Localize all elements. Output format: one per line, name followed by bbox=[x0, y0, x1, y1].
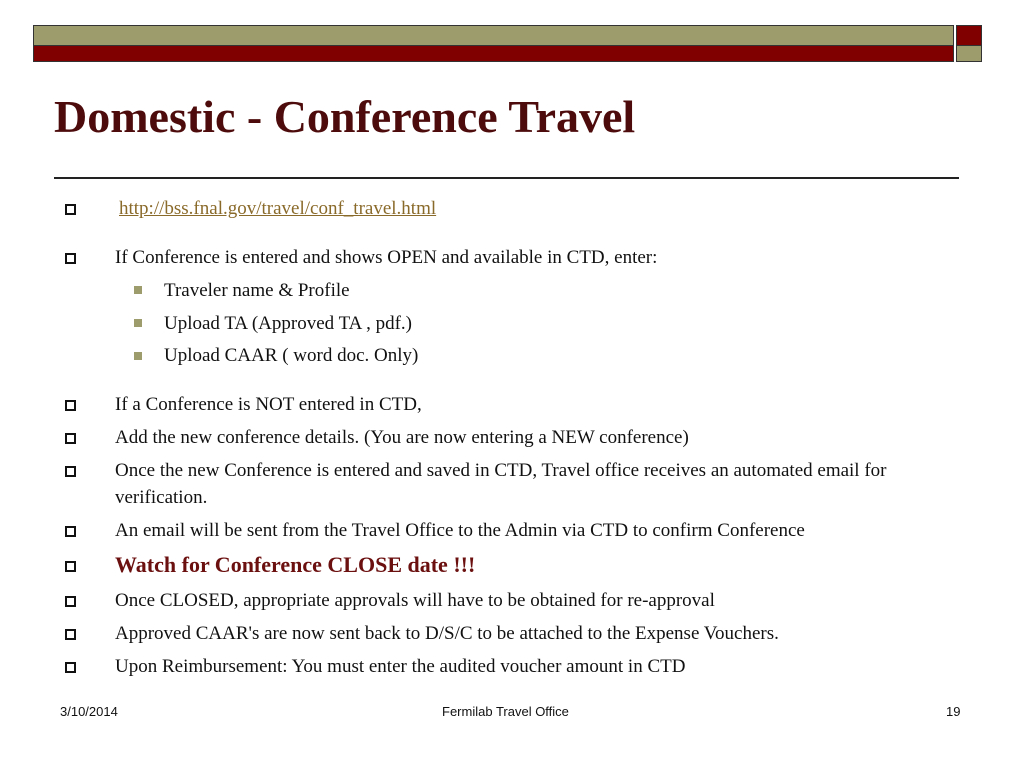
conference-travel-link[interactable]: http://bss.fnal.gov/travel/conf_travel.html bbox=[119, 198, 437, 219]
hollow-square-bullet-icon bbox=[65, 561, 76, 572]
list-item: An email will be sent from the Travel Office to the Admin via CTD to confirm Conference bbox=[115, 520, 805, 541]
hollow-square-bullet-icon bbox=[65, 526, 76, 537]
header-decoration bbox=[33, 25, 982, 62]
list-item: If Conference is entered and shows OPEN and available in CTD, enter: bbox=[115, 247, 658, 268]
list-item: Approved CAAR's are now sent back to D/S/C to be attached to the Expense Vouchers. bbox=[115, 623, 779, 644]
list-item: If a Conference is NOT entered in CTD, bbox=[115, 394, 422, 415]
title-divider bbox=[54, 177, 959, 179]
filled-square-bullet-icon bbox=[134, 352, 142, 360]
list-item-link bbox=[119, 195, 979, 222]
hollow-square-bullet-icon bbox=[65, 629, 76, 640]
list-item: Once CLOSED, appropriate approvals will have to be obtained for re-approval bbox=[115, 590, 715, 611]
sub-list-item: Traveler name & Profile bbox=[164, 280, 350, 301]
list-item: Once the new Conference is entered and saved in CTD, Travel office receives an automated email for verification. bbox=[115, 460, 887, 508]
filled-square-bullet-icon bbox=[134, 319, 142, 327]
slide-title: Domestic - Conference Travel bbox=[54, 91, 636, 142]
maroon-header-bar bbox=[33, 46, 954, 62]
olive-header-bar bbox=[33, 25, 954, 46]
olive-corner-square bbox=[956, 46, 982, 62]
hollow-square-bullet-icon bbox=[65, 466, 76, 477]
maroon-corner-square bbox=[956, 25, 982, 46]
list-item-warning: Watch for Conference CLOSE date !!! bbox=[115, 552, 476, 577]
page-number: 19 bbox=[946, 704, 961, 719]
hollow-square-bullet-icon bbox=[65, 400, 76, 411]
hollow-square-bullet-icon bbox=[65, 662, 76, 673]
hollow-square-bullet-icon bbox=[65, 253, 76, 264]
hollow-square-bullet-icon bbox=[65, 596, 76, 607]
sub-list-item: Upload TA (Approved TA , pdf.) bbox=[164, 313, 412, 334]
footer-date: 3/10/2014 bbox=[60, 704, 118, 719]
hollow-square-bullet-icon bbox=[65, 433, 76, 444]
list-item: Upon Reimbursement: You must enter the audited voucher amount in CTD bbox=[115, 656, 686, 677]
list-item: Add the new conference details. (You are now entering a NEW conference) bbox=[115, 427, 689, 448]
footer-title: Fermilab Travel Office bbox=[442, 704, 569, 719]
sub-list-item: Upload CAAR ( word doc. Only) bbox=[164, 345, 419, 366]
filled-square-bullet-icon bbox=[134, 286, 142, 294]
hollow-square-bullet-icon bbox=[65, 204, 76, 215]
